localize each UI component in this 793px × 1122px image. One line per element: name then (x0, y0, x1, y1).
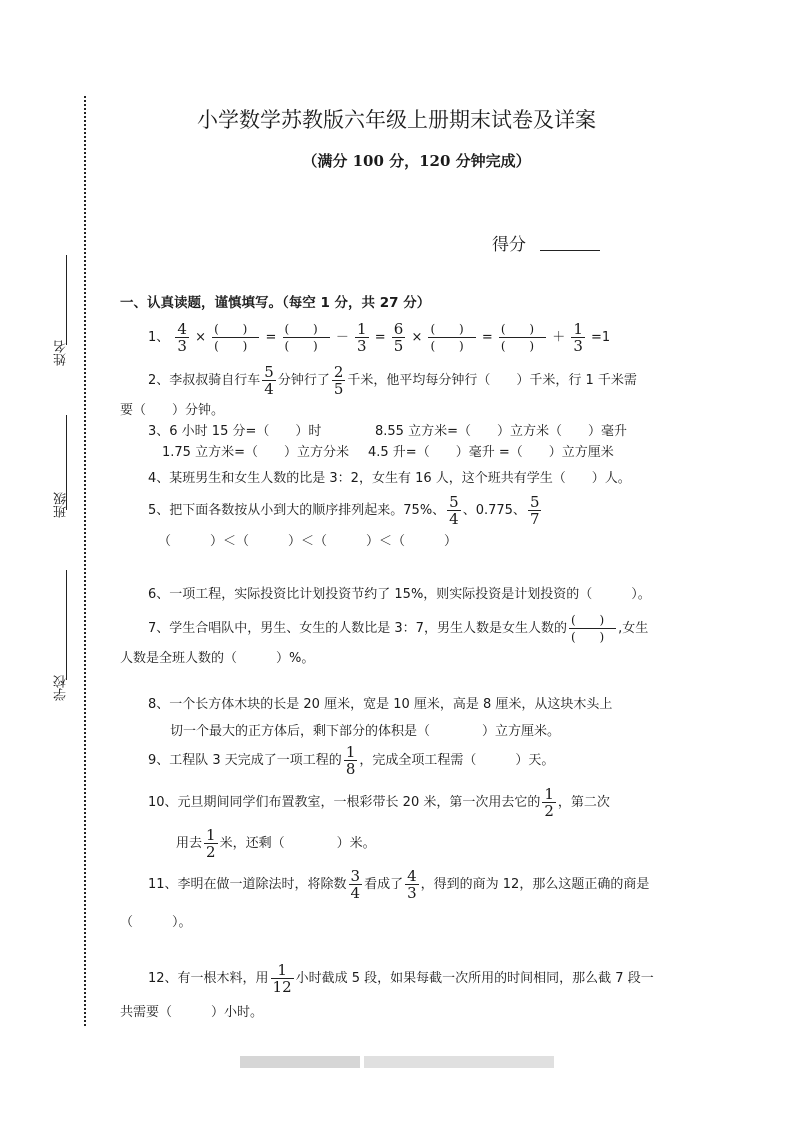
page-title: 小学数学苏教版六年级上册期末试卷及详案 (197, 108, 596, 132)
fraction: $\frac{1}{3}$ (573, 320, 583, 355)
operator: － (335, 330, 349, 345)
binding-dotted-line (84, 96, 86, 1026)
school-underline (66, 570, 67, 680)
question-1 (148, 321, 610, 354)
operator: ＋ (552, 330, 566, 345)
name-label: 姓名 (54, 340, 69, 366)
operator: = (481, 330, 493, 345)
fraction: $\frac{1}{12}$ (272, 961, 292, 996)
fraction: $\frac{3}{4}$ (350, 867, 361, 902)
fraction: $\frac{6}{5}$ (393, 320, 404, 355)
operator: = (374, 330, 386, 345)
question-7: 7、学生合唱队中，男生、女生的人数比是 3：7，男生人数是女生人数的 $\frac{( )}{( )}$ ,女生 (148, 613, 649, 644)
operator: = (265, 330, 277, 345)
blurred-footer (240, 1056, 360, 1068)
question-3-line1a: 3、6 小时 15 分=（ ）时 (148, 424, 322, 439)
question-12: 12、有一根木料，用 $\frac{1}{12}$ 小时截成 5 段，如果每截一次所用的时间相同，那么截 7 段一 (148, 961, 654, 996)
blurred-footer (364, 1056, 554, 1068)
question-6: 6、一项工程，实际投资比计划投资节约了 15%，则实际投资是计划投资的（ ）。 (148, 587, 651, 602)
question-11: 11、李明在做一道除法时，将除数 $\frac{3}{4}$ 看成了 $\frac{4}{3}$ ，得到的商为 12，那么这题正确的商是 (148, 867, 650, 902)
operator: × (195, 330, 207, 345)
blank-fraction[interactable]: $\frac{( )}{( )}$ (284, 322, 328, 353)
name-underline (66, 255, 67, 345)
fraction: $\frac{4}{3}$ (177, 320, 187, 355)
blank-fraction[interactable]: $\frac{( )}{( )}$ (214, 322, 258, 353)
question-11-cont: （ ）。 (120, 915, 192, 930)
fraction: $\frac{1}{2}$ (544, 785, 554, 820)
question-7-cont: 人数是全班人数的（ ）%。 (120, 651, 315, 666)
fraction: $\frac{5}{4}$ (264, 363, 274, 398)
fraction: $\frac{1}{8}$ (345, 743, 356, 778)
school-label: 学校 (54, 675, 69, 701)
question-4: 4、某班男生和女生人数的比是 3：2，女生有 16 人，这个班共有学生（ ）人。 (148, 471, 631, 486)
score-blank[interactable] (540, 250, 600, 251)
question-9: 9、工程队 3 天完成了一项工程的 $\frac{1}{8}$ ，完成全项工程需（ ）天。 (148, 743, 555, 778)
blank-fraction[interactable]: $\frac{( )}{( )}$ (500, 322, 545, 353)
question-3-line1b: 8.55 立方米=（ ）立方米（ ）毫升 (375, 424, 627, 439)
fraction: $\frac{1}{3}$ (357, 320, 367, 355)
equation-tail: =1 (591, 330, 611, 345)
operator: × (411, 330, 423, 345)
class-label: 班级 (54, 492, 69, 518)
question-2: 2、李叔叔骑自行车 $\frac{5}{4}$ 分钟行了 $\frac{2}{5}$ 千米，他平均每分钟行（ ）千米，行 1 千米需 (148, 363, 637, 398)
page-subtitle: （满分 100 分，120 分钟完成） (302, 152, 531, 170)
question-12-cont: 共需要（ ）小时。 (120, 1005, 264, 1020)
question-3-line2a: 1.75 立方米=（ ）立方分米 (162, 445, 349, 460)
fraction: $\frac{2}{5}$ (333, 363, 344, 398)
fraction: $\frac{4}{3}$ (407, 867, 417, 902)
blank-fraction[interactable]: $\frac{( )}{( )}$ (570, 613, 615, 644)
question-5: 5、把下面各数按从小到大的顺序排列起来。75%、 $\frac{5}{4}$ 、0.775、 $\frac{5}{7}$ (148, 493, 540, 528)
question-number: 1、 (148, 330, 170, 345)
question-8-line2: 切一个最大的正方体后，剩下部分的体积是（ ）立方厘米。 (170, 724, 561, 739)
question-5-answer: （ ）＜（ ）＜（ ）＜（ ） (158, 534, 458, 549)
blank-fraction[interactable]: $\frac{( )}{( )}$ (430, 322, 474, 353)
question-10: 10、元旦期间同学们布置教室，一根彩带长 20 米，第一次用去它的 $\frac{1}{2}$ ，第二次 (148, 785, 610, 820)
fraction: $\frac{5}{7}$ (529, 493, 540, 528)
question-2-cont: 要（ ）分钟。 (120, 403, 225, 418)
question-8-line1: 8、一个长方体木块的长是 20 厘米，宽是 10 厘米，高是 8 厘米，从这块木头上 (148, 697, 613, 712)
fraction: $\frac{5}{4}$ (449, 493, 459, 528)
question-3-line2b: 4.5 升=（ ）毫升 =（ ）立方厘米 (368, 445, 614, 460)
question-10-cont: 用去 $\frac{1}{2}$ 米，还剩（ ）米。 (176, 826, 376, 861)
fraction: $\frac{1}{2}$ (206, 826, 216, 861)
score-label: 得分 (492, 235, 526, 255)
section-heading: 一、认真读题，谨慎填写。（每空 1 分，共 27 分） (120, 295, 431, 311)
